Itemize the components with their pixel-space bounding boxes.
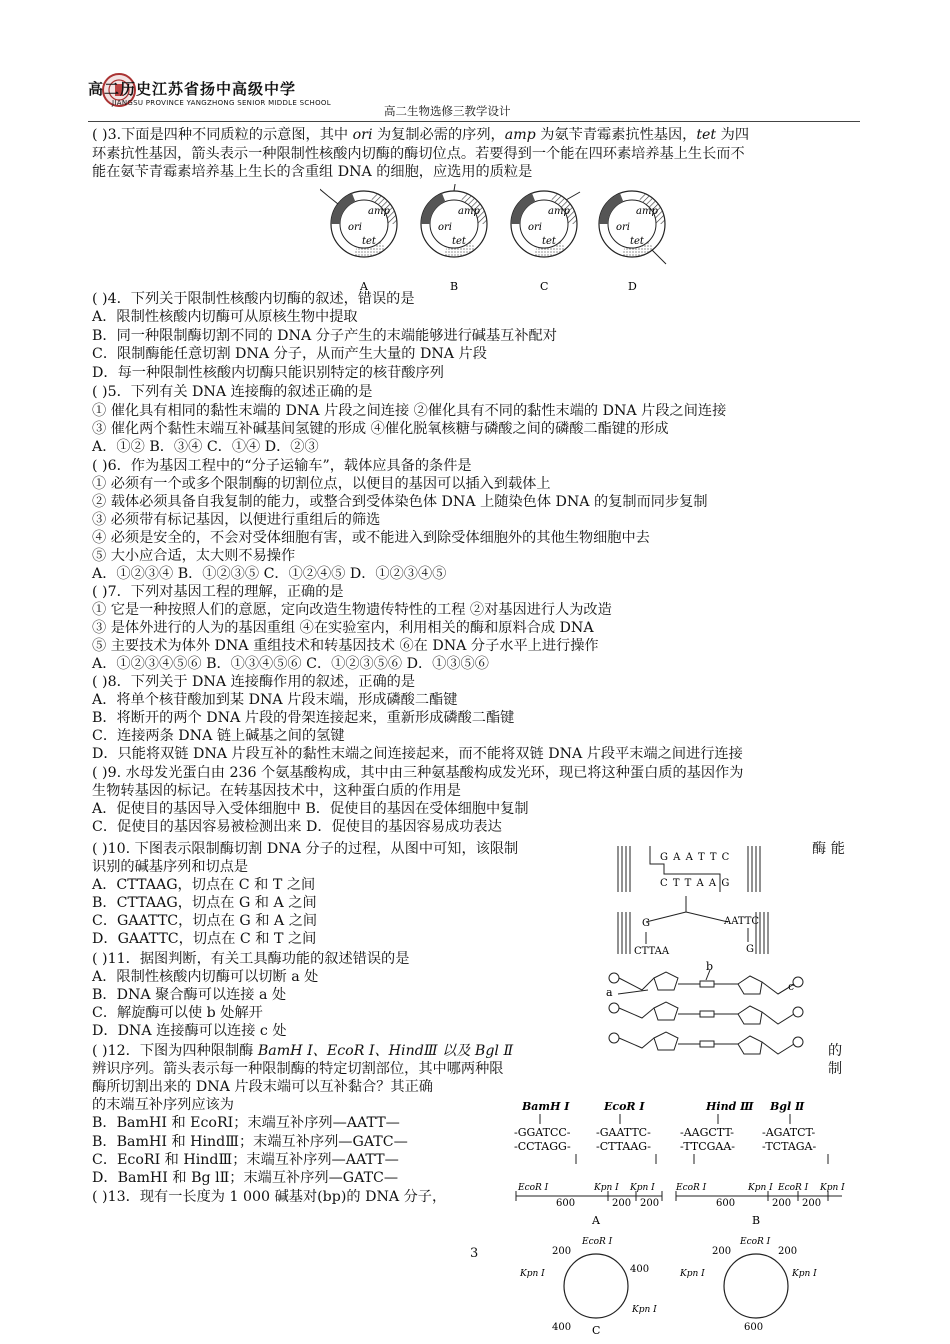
q7-stem: ( )7．下列对基因工程的理解，正确的是 (92, 584, 344, 600)
q11-option-b: B．DNA 聚合酶可以连接 a 处 (92, 987, 287, 1003)
q12-option-a: B．BamHⅠ 和 EcoRⅠ；末端互补序列—AATT— (92, 1115, 400, 1131)
q10-option-b: B．CTTAAG，切点在 G 和 A 之间 (92, 895, 317, 911)
plasmid-A-amp-label: amp (368, 206, 390, 217)
q13-D-enzyme-1: EcoR Ⅰ (740, 1237, 771, 1247)
q4-stem: ( )4．下列关于限制性核酸内切酶的叙述，错误的是 (92, 291, 415, 307)
plasmid-D (599, 191, 666, 293)
q4-option-c: C．限制酶能任意切割 DNA 分子，从而产生大量的 DNA 片段 (92, 346, 487, 362)
q13-B-enzyme-1: EcoR Ⅰ (676, 1183, 707, 1193)
q4-option-a: A．限制性核酸内切酶可从原核生物中提取 (92, 309, 358, 325)
q10-line2: 识别的碱基序列和切点是 (92, 859, 249, 875)
q10-line1: ( )10. 下图表示限制酶切割 DNA 分子的过程，从图中可知，该限制 (92, 841, 519, 857)
q8-option-d: D．只能将双链 DNA 片段互补的黏性末端之间连接起来，而不能将双链 DNA 片段平末端之间进行连接 (92, 746, 743, 762)
q13-C-enzyme-2: Kpn Ⅰ (520, 1269, 545, 1279)
q11-option-a: A．限制性核酸内切酶可以切断 a 处 (92, 969, 319, 985)
plasmid-A-tet-label: tet (362, 236, 376, 247)
q9-line2: 生物转基因的标记。在转基因技术中，这种蛋白质的作用是 (92, 783, 461, 799)
q11-option-d: D．DNA 连接酶可以连接 c 处 (92, 1023, 287, 1039)
q12-option-b: B．BamHⅠ 和 HindⅢ；末端互补序列—GATC— (92, 1134, 408, 1150)
q13-B-enzyme-2: Kpn Ⅰ (748, 1183, 773, 1193)
q6-stem: ( )6．作为基因工程中的“分子运输车”，载体应具备的条件是 (92, 458, 472, 474)
q12-line1-tail: 的 (828, 1043, 843, 1059)
q12-ecori-bottom: -CTTAAG- (596, 1140, 652, 1153)
q13-D-length-3: 600 (744, 1322, 764, 1333)
q11-stem: ( )11．据图判断，有关工具酶功能的叙述错误的是 (92, 951, 410, 967)
q10-left-top: G (642, 918, 650, 929)
q13-map-D (679, 1237, 817, 1333)
q6-options: A．①②③④ B．①②③⑤ C．①②④⑤ D．①②③④⑤ (92, 566, 447, 582)
plasmid-A-label: A (360, 280, 368, 293)
q5-options: A．①② B．③④ C．①④ D．②③ (92, 439, 319, 455)
q7-options: A．①②③④⑤⑥ B．①③④⑤⑥ C．①②③⑤⑥ D．①③⑤⑥ (92, 656, 489, 672)
q9-options-ab: A．促使目的基因导入受体细胞中 B．促使目的基因在受体细胞中复制 (92, 801, 529, 817)
q10-option-d: D．GAATTC，切点在 C 和 T 之间 (92, 931, 317, 947)
q10-option-c: C．GAATTC，切点在 G 和 A 之间 (92, 913, 318, 929)
q13-D-length-1: 200 (712, 1246, 732, 1257)
q3-line2: 环素抗性基因，箭头表示一种限制性核酸内切酶的酶切位点。若要得到一个能在四环素培养基上生长而不 (92, 146, 745, 162)
header-divider (88, 121, 860, 122)
q13-A-enzyme-1: EcoR Ⅰ (518, 1183, 549, 1193)
q12-ecori-top: -GAATTC- (596, 1126, 651, 1139)
q13-A-length-2: 200 (612, 1198, 632, 1209)
q3-line1: ( )3.下面是四种不同质粒的示意图，其中 ori 为复制必需的序列，amp 为氨苄青霉素抗性基因，tet 为四 (92, 127, 750, 143)
q8-stem: ( )8．下列关于 DNA 连接酶作用的叙述，正确的是 (92, 674, 416, 690)
q12-hindiii-bottom: -TTCGAA- (680, 1140, 736, 1153)
q8-option-a: A．将单个核苷酸加到某 DNA 片段末端，形成磷酸二酯键 (92, 692, 458, 708)
q12-line1: ( )12．下图为四种限制酶 BamH Ⅰ、EcoR Ⅰ、HindⅢ 以及 Bgl Ⅱ (92, 1043, 514, 1059)
q13-A-label: A (592, 1214, 600, 1227)
q11-option-c: C．解旋酶可以使 b 处解开 (92, 1005, 263, 1021)
q5-stem: ( )5．下列有关 DNA 连接酶的叙述正确的是 (92, 384, 373, 400)
q6-item-4: ④ 必须是安全的，不会对受体细胞有害，或不能进入到除受体细胞外的其他生物细胞中去 (92, 530, 650, 546)
q11-label-a: a (606, 986, 613, 999)
q13-C-enzyme-3: Kpn Ⅰ (632, 1305, 657, 1315)
q13-B-label: B (752, 1214, 761, 1227)
q13-C-length-3: 400 (552, 1322, 572, 1333)
q12-line4: 的末端互补序列应该为 (92, 1097, 234, 1113)
q13-D-length-2: 200 (778, 1246, 798, 1257)
q13-map-figure (512, 1176, 852, 1336)
q12-bamhi-bottom: -CCTAGG- (514, 1140, 571, 1153)
plasmid-D-ori-label: ori (616, 222, 630, 233)
q12-enzyme-figure (510, 1096, 850, 1172)
plasmid-C-tet-label: tet (542, 236, 556, 247)
q13-B-length-3: 200 (802, 1198, 822, 1209)
q10-top-strand: G A A T T C (660, 852, 731, 863)
q12-line2: 辨识序列。箭头表示每一种限制酶的特定切割部位，其中哪两种限 (92, 1061, 504, 1077)
plasmid-B-label: B (450, 280, 459, 293)
q6-item-2: ② 载体必须具备自我复制的能力，或整合到受体染色体 DNA 上随染色体 DNA 的复制而同步复制 (92, 494, 708, 510)
q7-item-3: ⑤ 主要技术为体外 DNA 重组技术和转基因技术 ⑥在 DNA 分子水平上进行操作 (92, 638, 599, 654)
plasmid-D-label: D (628, 280, 637, 293)
q13-D-enzyme-3: Kpn Ⅰ (792, 1269, 817, 1279)
plasmid-B-tet-label: tet (452, 236, 466, 247)
plasmid-C (511, 191, 580, 293)
q10-option-a: A．CTTAAG，切点在 C 和 T 之间 (92, 877, 316, 893)
q10-bottom-strand: C T T A A G (660, 878, 731, 889)
plasmid-C-label: C (540, 280, 549, 293)
plasmid-C-ori-label: ori (528, 222, 542, 233)
plasmid-D-tet-label: tet (630, 236, 644, 247)
q10-right-top: AATTC (724, 916, 760, 927)
q13-stem: ( )13．现有一长度为 1 000 碱基对(bp)的 DNA 分子， (92, 1189, 447, 1205)
q9-line1: ( )9. 水母发光蛋白由 236 个氨基酸构成，其中由三种氨基酸构成发光环，现已将这种蛋白质的基因作为 (92, 765, 744, 781)
school-name: 高二历史江苏省扬中高级中学 (88, 80, 297, 98)
q4-option-b: B．同一种限制酶切割不同的 DNA 分子产生的末端能够进行碱基互补配对 (92, 328, 557, 344)
q13-C-length-1: 200 (552, 1246, 572, 1257)
plasmid-B-ori-label: ori (438, 222, 452, 233)
plasmid-D-amp-label: amp (636, 206, 658, 217)
q10-restriction-figure (606, 840, 806, 960)
q13-A-enzyme-3: Kpn Ⅰ (630, 1183, 655, 1193)
plasmid-B (421, 184, 487, 293)
q12-enzyme-bglii: Bgl Ⅱ (770, 1100, 805, 1113)
q11-dna-figure (598, 960, 818, 1060)
school-english-name: JIANGSU PROVINCE YANGZHONG SENIOR MIDDLE SCHOOL (112, 99, 331, 107)
q12-bamhi-top: -GGATCC- (514, 1126, 571, 1139)
q12-hindiii-top: -AAGCTT- (680, 1126, 734, 1139)
q13-map-A (516, 1183, 662, 1227)
q12-line3: 酶所切割出来的 DNA 片段末端可以互补黏合？其正确 (92, 1079, 433, 1095)
q13-A-enzyme-2: Kpn Ⅰ (594, 1183, 619, 1193)
q13-map-B (675, 1183, 845, 1227)
plasmid-C-amp-label: amp (548, 206, 570, 217)
q11-label-b: b (706, 960, 714, 973)
q13-map-C (519, 1237, 657, 1336)
q12-enzyme-bamhi: BamH Ⅰ (522, 1100, 570, 1113)
q13-D-enzyme-2: Kpn Ⅰ (680, 1269, 705, 1279)
q12-enzyme-hindiii: Hind Ⅲ (706, 1100, 754, 1113)
q6-item-5: ⑤ 大小应合适，太大则不易操作 (92, 548, 296, 564)
q13-A-length-3: 200 (640, 1198, 660, 1209)
q6-item-1: ① 必须有一个或多个限制酶的切割位点，以便目的基因可以插入到载体上 (92, 476, 551, 492)
q7-item-2: ③ 是体外进行的人为的基因重组 ④在实验室内，利用相关的酶和原料合成 DNA (92, 620, 594, 636)
q3-line3: 能在氨苄青霉素培养基上生长的含重组 DNA 的细胞，应选用的质粒是 (92, 164, 533, 180)
q13-C-enzyme-1: EcoR Ⅰ (582, 1237, 613, 1247)
q13-B-length-2: 200 (772, 1198, 792, 1209)
q11-label-c: c (788, 980, 795, 993)
plasmid-A (320, 186, 397, 293)
q7-item-1: ① 它是一种按照人们的意愿，定向改造生物遗传特性的工程 ②对基因进行人为改造 (92, 602, 612, 618)
q4-option-d: D．每一种限制性核酸内切酶只能识别特定的核苷酸序列 (92, 365, 444, 381)
q12-option-c: C．EcoRⅠ 和 HindⅢ；末端互补序列—AATT— (92, 1152, 399, 1168)
q13-B-length-1: 600 (716, 1198, 736, 1209)
q12-enzyme-ecori: EcoR Ⅰ (604, 1100, 645, 1113)
page-number: 3 (470, 1246, 479, 1261)
q5-item-2: ③ 催化两个黏性末端互补碱基间氢键的形成 ④催化脱氧核糖与磷酸之间的磷酸二酯键的形成 (92, 421, 669, 437)
q10-line1-tail: 酶 能 (812, 841, 845, 857)
plasmid-A-ori-label: ori (348, 222, 362, 233)
q6-item-3: ③ 必须带有标记基因，以便进行重组后的筛选 (92, 512, 381, 528)
q12-line2-tail: 制 (828, 1061, 843, 1077)
q13-B-enzyme-3: EcoR Ⅰ (778, 1183, 809, 1193)
q13-C-length-2: 400 (630, 1264, 650, 1275)
q12-option-d: D．BamHⅠ 和 Bg lⅡ；末端互补序列—GATC— (92, 1170, 399, 1186)
q10-right-bottom: G (746, 944, 754, 955)
q12-bglii-top: -AGATCT- (762, 1126, 816, 1139)
q9-options-cd: C．促使目的基因容易被检测出来 D．促使目的基因容易成功表达 (92, 819, 502, 835)
q13-C-label: C (592, 1324, 601, 1336)
q3-plasmid-figure (320, 184, 680, 294)
plasmid-B-amp-label: amp (458, 206, 480, 217)
document-title: 高二生物选修三教学设计 (384, 104, 511, 118)
q13-A-length-1: 600 (556, 1198, 576, 1209)
q13-B-enzyme-4: Kpn Ⅰ (820, 1183, 845, 1193)
q8-option-c: C．连接两条 DNA 链上碱基之间的氢键 (92, 728, 345, 744)
q10-left-bottom: CTTAA (634, 946, 670, 957)
q5-item-1: ① 催化具有相同的黏性末端的 DNA 片段之间连接 ②催化具有不同的黏性末端的 DNA 片段之间连接 (92, 403, 727, 419)
q12-bglii-bottom: -TCTAGA- (762, 1140, 817, 1153)
q8-option-b: B．将断开的两个 DNA 片段的骨架连接起来，重新形成磷酸二酯键 (92, 710, 515, 726)
